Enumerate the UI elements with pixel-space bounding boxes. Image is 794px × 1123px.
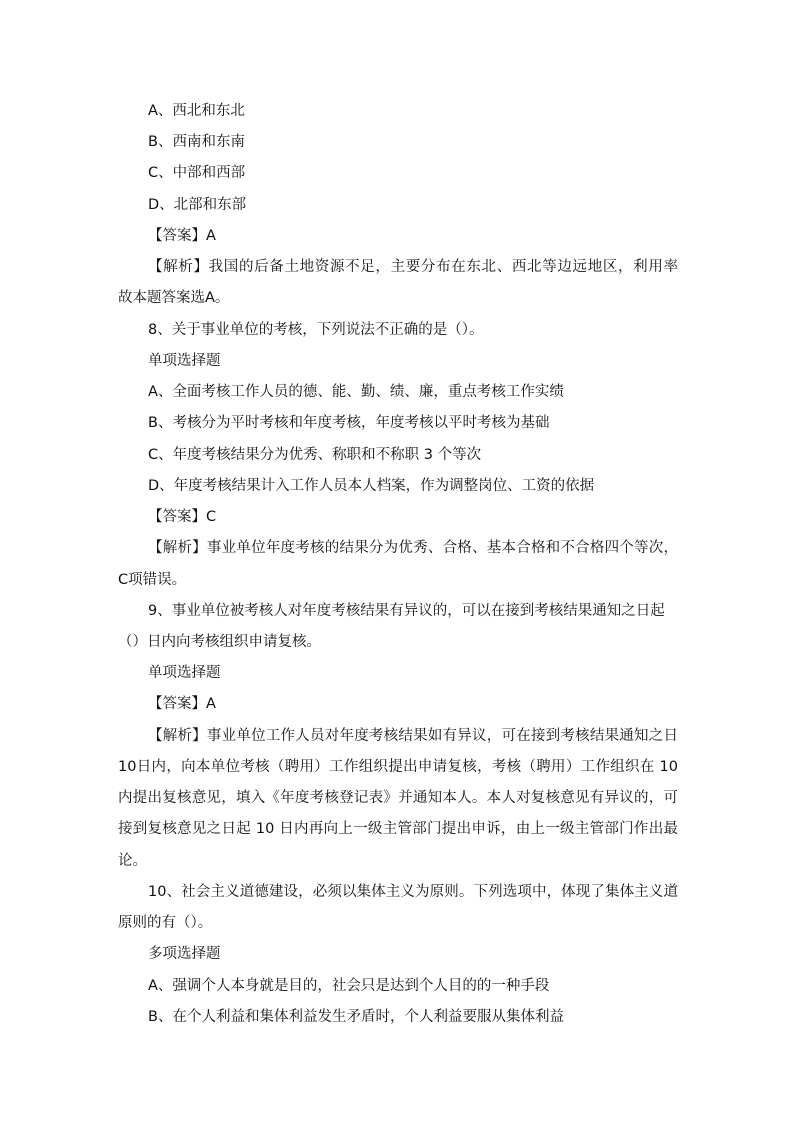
text-line: 单项选择题: [148, 665, 221, 682]
text-line: B、考核分为平时考核和年度考核，年度考核以平时考核为基础: [148, 415, 550, 432]
text-line: 8、关于事业单位的考核，下列说法不正确的是（）。: [148, 321, 484, 338]
text-line: 原则的有（）。: [118, 915, 213, 932]
text-line: 内提出复核意见，填入《年度考核登记表》并通知本人。本人对复核意见有异议的，可: [118, 790, 678, 807]
text-line: 单项选择题: [148, 352, 221, 369]
text-line: 9、事业单位被考核人对年度考核结果有异议的，可以在接到考核结果通知之日起: [148, 602, 665, 619]
text-line: 论。: [118, 852, 147, 869]
text-line: 【答案】C: [148, 509, 217, 526]
text-line: 故本题答案选A。: [118, 290, 230, 307]
text-line: 【答案】A: [148, 696, 216, 713]
text-line: 10日内，向本单位考核（聘用）工作组织提出申请复核，考核（聘用）工作组织在 10: [118, 758, 678, 775]
text-line: 多项选择题: [148, 946, 221, 963]
text-line: D、北部和东部: [148, 196, 247, 213]
text-line: B、西南和东南: [148, 134, 245, 151]
document-body: [118, 96, 678, 1033]
text-line: A、西北和东北: [148, 103, 245, 119]
text-line: （）日内向考核组织申请复核。: [118, 633, 321, 650]
text-line: 接到复核意见之日起 10 日内再向上一级主管部门提出申诉，由上一级主管部门作出最: [118, 821, 678, 838]
text-line: A、强调个人本身就是目的，社会只是达到个人目的的一种手段: [148, 977, 550, 994]
text-line: C项错误。: [118, 571, 187, 588]
text-line: D、年度考核结果计入工作人员本人档案，作为调整岗位、工资的依据: [148, 477, 595, 494]
text-line: 【解析】我国的后备土地资源不足，主要分布在东北、西北等边远地区，利用率: [148, 259, 678, 276]
text-line: C、中部和西部: [148, 165, 246, 182]
text-line: C、年度考核结果分为优秀、称职和不称职 3 个等次: [148, 446, 482, 463]
text-line: A、全面考核工作人员的德、能、勤、绩、廉，重点考核工作实绩: [148, 384, 564, 401]
text-line: 【答案】A: [148, 227, 216, 244]
text-line: 【解析】事业单位年度考核的结果分为优秀、合格、基本合格和不合格四个等次，: [148, 540, 678, 557]
text-line: B、在个人利益和集体利益发生矛盾时，个人利益要服从集体利益: [148, 1008, 564, 1025]
text-line: 10、社会主义道德建设，必须以集体主义为原则。下列选项中，体现了集体主义道: [148, 883, 678, 900]
text-line: 【解析】事业单位工作人员对年度考核结果如有异议，可在接到考核结果通知之日: [148, 727, 678, 744]
